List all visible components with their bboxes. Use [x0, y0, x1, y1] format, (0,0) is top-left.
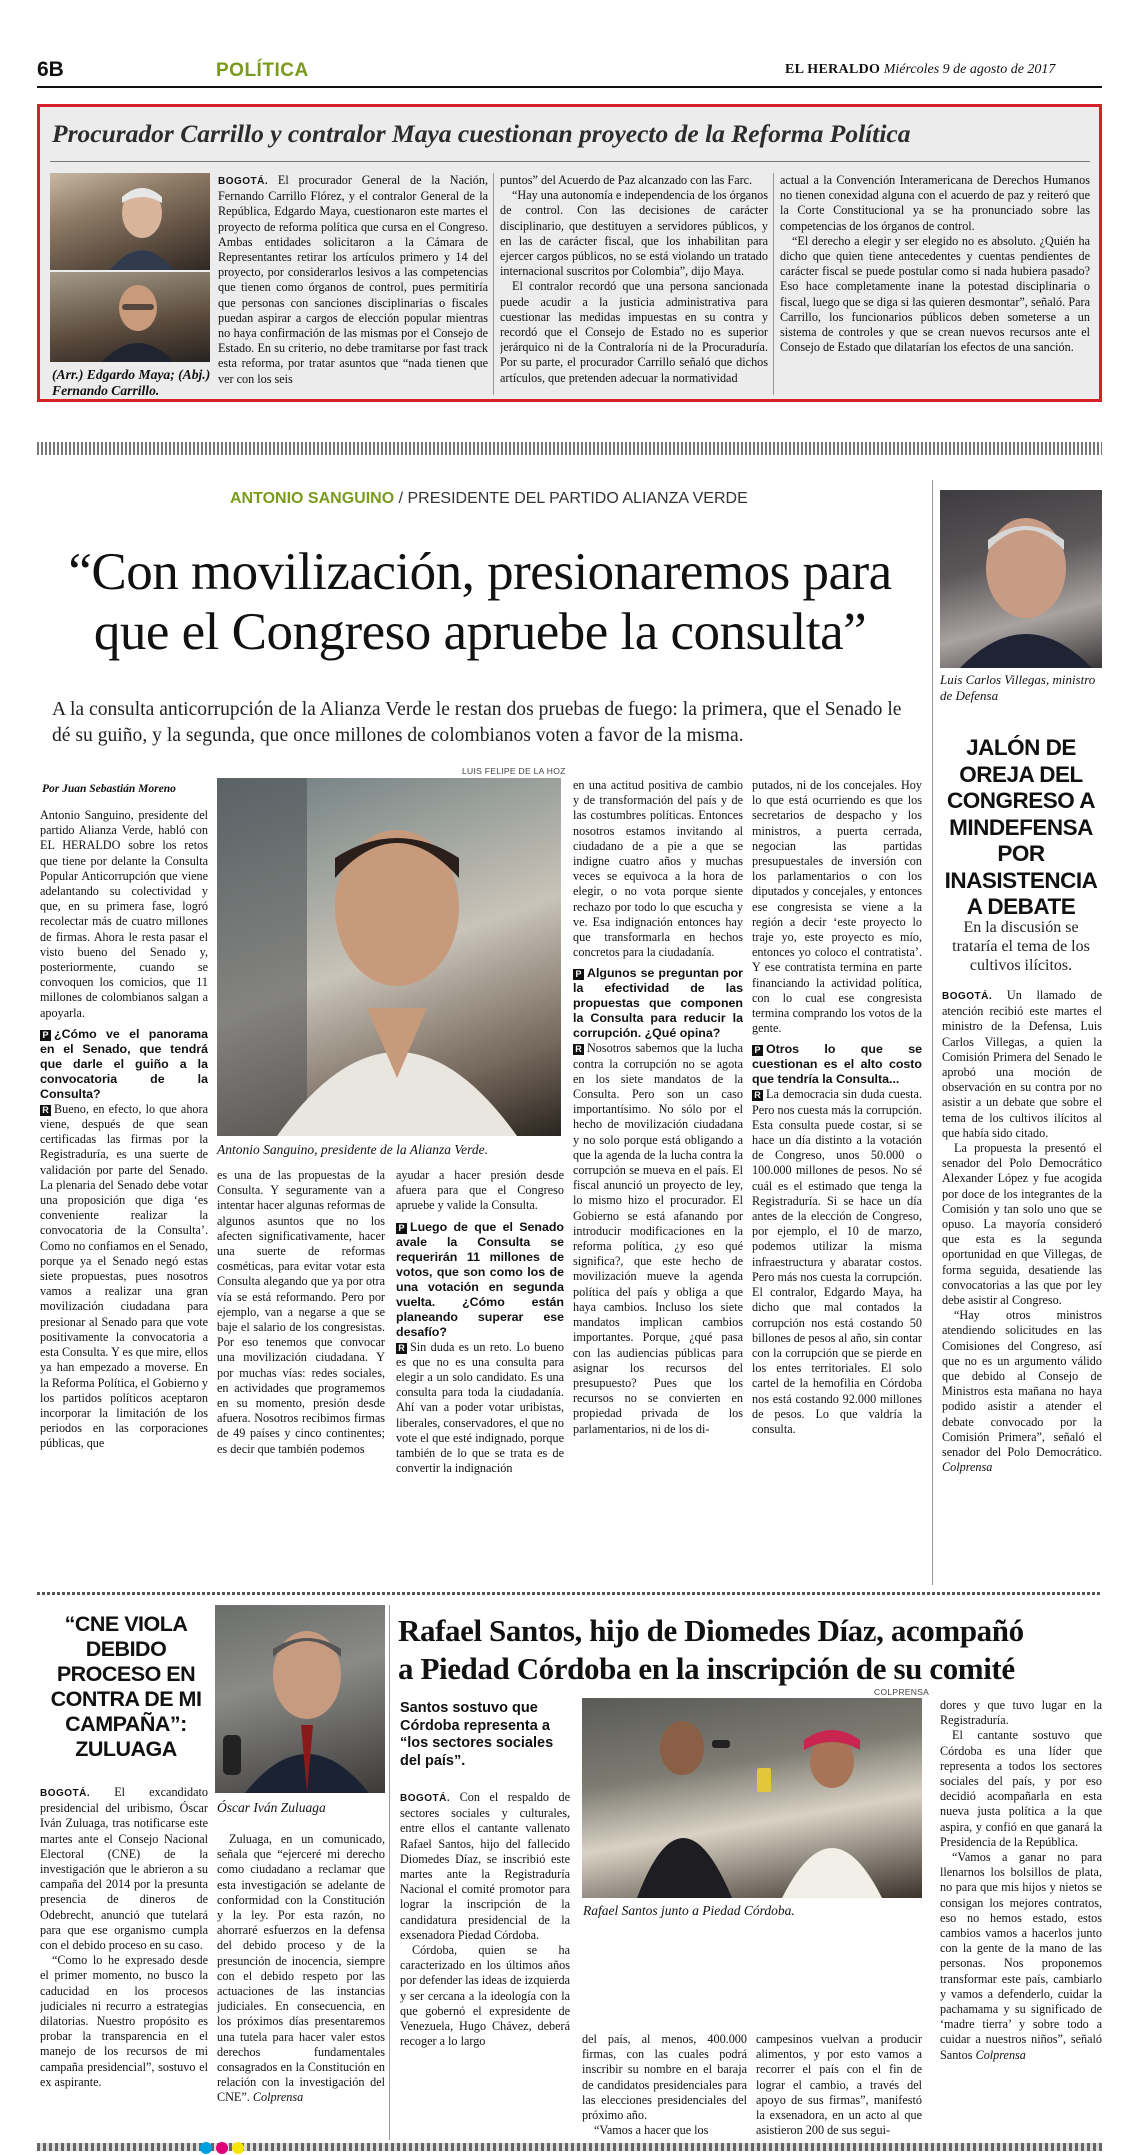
top-story-title-rule — [50, 161, 1090, 162]
top-story-col-3 — [780, 173, 1090, 398]
cmyk-dots — [200, 2141, 244, 2155]
person-portrait-icon — [217, 778, 561, 1136]
zuluaga-credit: Colprensa — [252, 2090, 304, 2105]
santos-cordoba-photo — [582, 1698, 922, 1898]
yellow-dot — [232, 2142, 244, 2154]
top-story-box — [37, 104, 1102, 402]
top-story-text-2b: “Hay una autonomía e independencia de los órganos de control. Con las decisiones de carácter disciplinario, que destituyen a servidores públicos, y en las de carácter fiscal, que los inhabilitan para ejercer cargos públicos, no se está violando un tratado internacional suscritos por Colombia”, dijo Maya. — [500, 188, 768, 279]
top-story-text-3b: “El derecho a elegir y ser elegido no es absoluto. ¿Quién ha dicho que quien tiene antecedentes y cuentas pendientes de carácter fiscal se puede postular como si nada hubiera pasado? Eso hace completamente inane la potestad disciplinaria o fiscal, luego que se diga si las quieren desmontar”, señaló. Para Carrillo, los funcionarios públicos deben someterse a un sistema de controles y que se crean nuevos recursos ante el Consejo de Estado que dilatarían los efectos de una sanción. — [780, 233, 1090, 355]
interview-intro: Antonio Sanguino, presidente del partido Alianza Verde, habló con EL HERALDO sobre los retos que tiene por delante la Consulta Popular Anticorrupción que viene adelantando su colectividad y que, en su primera fase, logró recolectar más de cuatro millones de firmas. Ahora le resta pasar el visto bueno del Senado y, posteriormente, cuando se convoquen los comicios, que 11 millones de colombianos salgan a apoyarla. — [40, 808, 208, 1020]
bottom-separator — [37, 1592, 1102, 1595]
print-registration-strip — [37, 2143, 1102, 2151]
dateline-city: BOGOTÁ. — [942, 991, 993, 1002]
main-photo-caption: Antonio Sanguino, presidente de la Alianza Verde. — [217, 1142, 488, 1157]
side-photo-caption: Luis Carlos Villegas, ministro de Defensa — [940, 672, 1096, 703]
side-story-text — [942, 988, 1102, 1508]
santos-paragraph-4: dores y que tuvo lugar en la Registraduría. — [940, 1698, 1102, 1728]
cyan-dot — [200, 2142, 212, 2154]
santos-headline-line-2: a Piedad Córdoba en la inscripción de su comité — [398, 1651, 1015, 1686]
santos-paragraph-5: El cantante sostuvo que Córdoba es una líder que representa a todos los sectores sociales del país, y por eso decidió acompañarla en esta nueva justa política a la que aspira, y confió en que ganará la Presidencia de la República. — [940, 1728, 1102, 1849]
interview-col-4 — [573, 778, 743, 1585]
fernando-carrillo-photo — [50, 272, 210, 362]
side-deck: En la discusión se trataría el tema de los cultivos ilícitos. — [952, 919, 1090, 974]
top-story-divider-1 — [493, 173, 494, 395]
interview-deck: A la consulta anticorrupción de la Alianza Verde le restan dos pruebas de fuego: la primera, que el Senado le dé su guiño, y la segunda, que once millones de colombianos voten a favor de la misma. — [52, 699, 902, 746]
santos-paragraph-2: Córdoba, quien se ha caracterizado en los últimos años por defender las ideas de izquierda y ser cercana a la ideología con la que gobernó el expresidente de Venezuela, Hugo Chávez, deberá recoger a lo largo — [400, 1943, 570, 2049]
interview-headline — [40, 542, 920, 662]
santos-paragraph-2-continued: del país, al menos, 400.000 firmas, con las cuales podrá inscribir su nombre en el baraja de candidatos presidenciales para las elecciones presidenciales del próximo año. — [582, 2032, 747, 2123]
zuluaga-divider — [389, 1605, 390, 2140]
zuluaga-headline: “CNE VIOLA DEBIDO PROCESO EN CONTRA DE MI CAMPAÑA”: ZULUAGA — [50, 1612, 202, 1761]
top-story-col-1 — [218, 173, 488, 398]
top-story-text-2a: puntos” del Acuerdo de Paz alcanzado con las Farc. — [500, 173, 753, 187]
edgardo-maya-photo — [50, 173, 210, 270]
santos-col-4 — [940, 1698, 1102, 2140]
santos-col-2 — [582, 2032, 747, 2140]
santos-paragraph-3-continued: campesinos vuelvan a producir alimentos, y por esto vamos a recorrer el país con el fin de lograr el cambio, a través del apoyo de sus firmas”, manifestó la exsenadora, en un acto al que asistieron 200 de sus segui- — [756, 2032, 922, 2138]
header-rule — [37, 86, 1102, 88]
question-4: Otros lo que se cuestionan es el alto costo que tendría la Consulta... — [752, 1042, 922, 1087]
answer-1-continued: es una de las propuestas de la Consulta. Y seguramente van a intentar hacer algunas reformas de algunos asuntos que no los afecten significativamente, hacer una suerte de reformas cosméticas, para evitar votar esta Consulta alegando que ya por otra vía se está reformando. Pero por ejemplo, van a negarse a que se baje el salario de los congresistas. Por eso tenemos que convocar una movilización ciudadana. Y por muchas vías: redes sociales, en actividades que programemos en su momento, presión desde afuera. Nosotros recibimos firmas de 49 países y cinco continentes; es decir que también podemos — [217, 1168, 385, 1456]
luis-carlos-villegas-photo — [940, 490, 1102, 668]
person-silhouette-icon — [50, 173, 210, 270]
question-2: Luego de que el Senado avale la Consulta se requerirán 11 millones de votos, que son como los de una votación en segunda vuelta. ¿Cómo están planeando superar ese desafío? — [396, 1219, 564, 1339]
magenta-dot — [216, 2142, 228, 2154]
section-label: POLÍTICA — [216, 60, 309, 81]
side-paragraph-3: “Hay otros ministros atendiendo solicitudes en las Comisiones del Congreso, así que no es un argumento válido que debido al Consejo de Ministros esta mañana no haya podido asistir a atender el debate convocado por la Comisión Primera”, señaló el senador del Polo Democrático. — [942, 1308, 1102, 1460]
zuluaga-paragraph-1: El excandidato presidencial del uribismo, Óscar Iván Zuluaga, tras notificarse este martes ante el Consejo Nacional Electoral (CNE) de la investigación que le abrieron a su campaña del 2014 por la presunta presencia de dineros de Odebrecht, anunció que tutelará para que ese organismo cumpla con el debido proceso en su caso. — [40, 1785, 208, 1953]
answer-1: Bueno, en efecto, lo que ahora viene, después de que sean certificadas las firmas por la Registraduría, es una suerte de validación por parte del Senado. La plenaria del Senado debe votar una proposición que diga ‘es conveniente realizar la convocatoria de la Consulta’. Como no confiamos en el Senado, porque ya el Senado negó estas siete propuestas, pues nosotros vamos a realizar una gran movilización ciudadana para presionar al Senado para que vote positivamente la convocatoria a esta Consulta. Y es que mire, ellos ya han empezado a moverse. En la Reforma Política, el Gobierno y los partidos políticos aceptaron incorporar la limitación de los periodos en las corporaciones públicas, que — [40, 1101, 208, 1451]
answer-marker-icon: R — [573, 1044, 584, 1055]
page-number: 6B — [37, 58, 64, 81]
answer-marker-icon: R — [752, 1090, 763, 1101]
interview-kicker: ANTONIO SANGUINO / PRESIDENTE DEL PARTIDO ALIANZA VERDE — [230, 490, 748, 507]
person-portrait-icon — [940, 490, 1102, 668]
event-scene-icon — [582, 1698, 922, 1898]
top-story-caption: (Arr.) Edgardo Maya; (Abj.) Fernando Carrillo. — [52, 367, 211, 398]
issue-date: Miércoles 9 de agosto de 2017 — [883, 62, 1056, 77]
side-paragraph-1: Un llamado de atención recibió este martes el ministro de la Defensa, Luis Carlos Villegas, a quien la Comisión Primera del Senado le aprobó una moción de observación en su contra por no asistir a un debate que sobre el tema de los cultivos ilícitos al que había sido citado. — [942, 988, 1102, 1140]
santos-paragraph-1: Con el respaldo de sectores sociales y culturales, entre ellos el cantante vallenato Rafael Santos, hijo del fallecido Diomedes Díaz, se inscribió este martes ante la Registraduría Nacional el comité promotor para lograr la inscripción de la candidatura presidencial de la exsenadora Piedad Córdoba. — [400, 1790, 570, 1942]
top-story-divider-2 — [773, 173, 774, 395]
masthead — [785, 62, 1055, 78]
byline: Por Juan Sebastián Moreno — [42, 783, 176, 795]
question-marker-icon: P — [396, 1223, 407, 1234]
kicker-role: PRESIDENTE DEL PARTIDO ALIANZA VERDE — [407, 490, 748, 507]
person-silhouette-icon — [50, 272, 210, 362]
interview-col-5 — [752, 778, 922, 1585]
top-story-text-3a: actual a la Convención Interamericana de Derechos Humanos no tienen conexidad alguna con el acuerdo de paz y reiteró que la Corte Constitucional ya se ha pronunciado sobre las competencias de los órganos de control. — [780, 173, 1090, 233]
answer-marker-icon: R — [40, 1105, 51, 1116]
photo-credit: LUIS FELIPE DE LA HOZ — [462, 766, 566, 776]
answer-1-end: ayudar a hacer presión desde afuera para que el Congreso apruebe y valide la Consulta. — [396, 1168, 564, 1213]
kicker-name: ANTONIO SANGUINO — [230, 490, 395, 507]
santos-col-3 — [756, 2032, 922, 2140]
top-story-text-1: El procurador General de la Nación, Fernando Carrillo Flórez, y el contralor General de la República, Edgardo Maya, cuestionaron este martes el proyecto de reforma política que cursa en el Congreso. Ambas entidades solicitaron a la Cámara de Representantes retirar los artículos primero y 14 del proyecto, por considerarlos lesivos a las competencias que tienen como órganos de control, pues permitiría que personas con sanciones disciplinarias o fiscales puedan aspirar a cargos de elección popular mientras no haya confirmación de las mismas por el Consejo de Estado. En su criterio, no debe tramitarse por fast track esta reforma, por tratar asuntos que “nada tienen que ver con los seis — [218, 173, 488, 386]
dateline-city: BOGOTÁ. — [218, 176, 269, 187]
dateline-city: BOGOTÁ. — [40, 1788, 91, 1799]
santos-paragraph-3: “Vamos a hacer que los — [594, 2123, 709, 2138]
oscar-ivan-zuluaga-photo — [215, 1605, 385, 1793]
headline-line-1: “Con movilización, presionaremos para — [68, 543, 892, 601]
interview-col-3 — [396, 1168, 564, 1585]
answer-4: La democracia sin duda cuesta. Pero nos cuesta más la corrupción. Esta consulta puede costar, si se hace un día distinto a la votación de Congreso, unos 50.000 o 100.000 millones de pesos. No sé cuál es el estimado que tenga la Registraduría. Si se hace un día antes de la elección de Congreso, por ejemplo, el 10 de marzo, podemos utilizar la misma infraestructura y abaratar costos. Pero más nos cuesta la corrupción. El contralor, Edgardo Maya, ha dicho que mal contados la corrupción nos está costando 50 billones de pesos al año, sin contar con la corrupción que se pierde en los entes territoriales. El solo cartel de la hemofilia en Córdoba nos está costando 92.000 millones de pesos. Lo que valdría la consulta. — [752, 1087, 922, 1436]
main-side-divider — [932, 480, 933, 1585]
antonio-sanguino-photo — [217, 778, 561, 1136]
newspaper-name: EL HERALDO — [785, 62, 881, 77]
question-marker-icon: P — [752, 1045, 763, 1056]
zuluaga-photo-caption: Óscar Iván Zuluaga — [217, 1800, 326, 1815]
interview-col-2 — [217, 1168, 385, 1585]
top-story-headline: Procurador Carrillo y contralor Maya cuestionan proyecto de la Reforma Política — [52, 119, 911, 148]
santos-col-1 — [400, 1790, 570, 2140]
zuluaga-col-2 — [217, 1832, 385, 2140]
top-story-col-2 — [500, 173, 768, 398]
answer-marker-icon: R — [396, 1343, 407, 1354]
interview-col-1 — [40, 808, 208, 1585]
question-1: ¿Cómo ve el panorama en el Senado, que tendrá que darle el guiño a la convocatoria de la Consulta? — [40, 1026, 208, 1101]
answer-2-continued: en una actitud positiva de cambio y de transformación del país y de las costumbres políticas. Entonces nosotros estamos invitando al ciudadano de a pie a que se indigne cuatro años y muchas veces se equivoca a la hora de elegir, o no vota porque siente rechazo por todo lo que escucha y ve. Esa indignación entonces hay que transformarla en hechos concretos para la ciudadanía. — [573, 778, 743, 960]
santos-paragraph-6: “Vamos a ganar no para llenarnos los bolsillos de plata, no para que mis hijos y nietos se consigan los mejores contratos, eso no hemos estado, estos cambios vamos a hacerlos junto con la gente de la mano de las personas. Nos proponemos transformar este país, cambiarlo y vamos a defenderlo, cuidar la pachamama y su significado de ‘madre tierra’ y sobre todo a cuidar a nuestros niños”, señaló Santos — [940, 1850, 1102, 2062]
question-3: Algunos se preguntan por la efectividad de las propuestas que componen la Consulta para reducir la corrupción. ¿Qué opina? — [573, 966, 743, 1041]
section-separator — [37, 442, 1102, 455]
side-headline: JALÓN DE OREJA DEL CONGRESO A MINDEFENSA POR INASISTENCIA A DEBATE — [944, 735, 1098, 919]
question-marker-icon: P — [573, 969, 584, 980]
answer-3: Nosotros sabemos que la lucha contra la corrupción no se agota en los siete mandatos de la Consulta. Pero son un caso importantísimo. No sólo por el hecho de movilización ciudadana y no solo porque está obligando a que la agenda de la lucha contra la corrupción se mueva en el país. El fiscal anunció un proyecto de ley, lo mismo hizo el procurador. El Gobierno se está afanando por introducir modificaciones en la reforma política, ¿y eso qué significa?, que este hecho de movilización mueve la agenda política del país y obliga a que haya cambios. Incluso los siete mandatos implican cambios importantes. Porque, ¿qué pasa con las audiencias públicas para asignar los recursos del presupuesto? Pues que los recursos no se convierten en propiedad privada de los parlamentarios, ni de los di- — [573, 1041, 743, 1436]
santos-photo-caption: Rafael Santos junto a Piedad Córdoba. — [583, 1903, 795, 1918]
santos-credit: Colprensa — [975, 2047, 1026, 2062]
side-credit: Colprensa — [942, 1460, 993, 1475]
santos-headline-line-1: Rafael Santos, hijo de Diomedes Díaz, acompañó — [398, 1613, 1024, 1648]
side-paragraph-2: La propuesta la presentó el senador del Polo Democrático Alexander López y fue acogida por doce de los integrantes de la Comisión y tan solo uno que se opuso. La mayoría consideró que esta es la segunda oportunidad en que Villegas, de forma seguida, desatiende las convocatorias a las que por ley debe asistir al Congreso. — [942, 1141, 1102, 1308]
santos-photo-credit: COLPRENSA — [874, 1687, 930, 1697]
headline-line-2: que el Congreso apruebe la consulta” — [93, 603, 867, 661]
dateline-city: BOGOTÁ. — [400, 1793, 451, 1804]
zuluaga-paragraph-2: “Como lo he expresado desde el primer momento, no busco la caducidad en los procesos judiciales ni recurro a estrategias dilatorias. Nuestro propósito es probar la transparencia en el manejo de los recursos de mi campaña presidencial”, sostuvo el ex aspirante. — [40, 1953, 208, 2089]
zuluaga-col-1 — [40, 1785, 208, 2140]
person-portrait-icon — [215, 1605, 385, 1793]
top-story-text-2c: El contralor recordó que una persona sancionada puede acudir a la justicia administrativa para cuestionar las medidas impuestas en su contra y recordó que el Consejo de Estado no es superior jerárquico ni de la Contraloría ni de la Procuraduría. Por su parte, el procurador Carrillo señaló que dichos artículos, que pretenden adecuar la normatividad — [500, 279, 768, 385]
question-marker-icon: P — [40, 1030, 51, 1041]
answer-2: Sin duda es un reto. Lo bueno es que no es una consulta para elegir a un solo candidato. Es una consulta para toda la ciudadanía. Ahí van a poder votar uribistas, liberales, conservadores, el que no vote el que esté indignado, porque también de lo que se trata es de convertir la indignación — [396, 1339, 564, 1476]
answer-3-continued: putados, ni de los concejales. Hoy lo que está ocurriendo es que los secretarios de despacho y los ministros, a puerta cerrada, negocian las partidas presupuestales de inversión con los parlamentarios o con los diputados y concejales, y entonces ese congresista se viene a la región a decir ‘este proyecto lo traje yo, este proyecto es mío, entonces yo coloco el contratista’. Y ese contratista termina en parte financiando la actividad política, con lo cual ese congresista termina comprando los votos de la gente. — [752, 778, 922, 1036]
santos-deck: Santos sostuvo que Córdoba representa a “los sectores sociales del país”. — [400, 1700, 554, 1769]
santos-headline — [398, 1612, 1102, 1688]
zuluaga-paragraph-3: Zuluaga, en un comunicado, señala que “ejerceré mi derecho como ciudadano a reclamar que esta investigación se adelante de conformidad con la Constitución y la ley. Por esta razón, no ahorraré esfuerzos en la defensa del debido proceso y de la presunción de inocencia, siempre con el debido respeto por las actuaciones de las instancias judiciales. En consecuencia, en los próximos días presentaremos una tutela para hacer valer estos derechos fundamentales consagrados en la Constitución en relación con la investigación del CNE”. — [217, 1832, 385, 2105]
